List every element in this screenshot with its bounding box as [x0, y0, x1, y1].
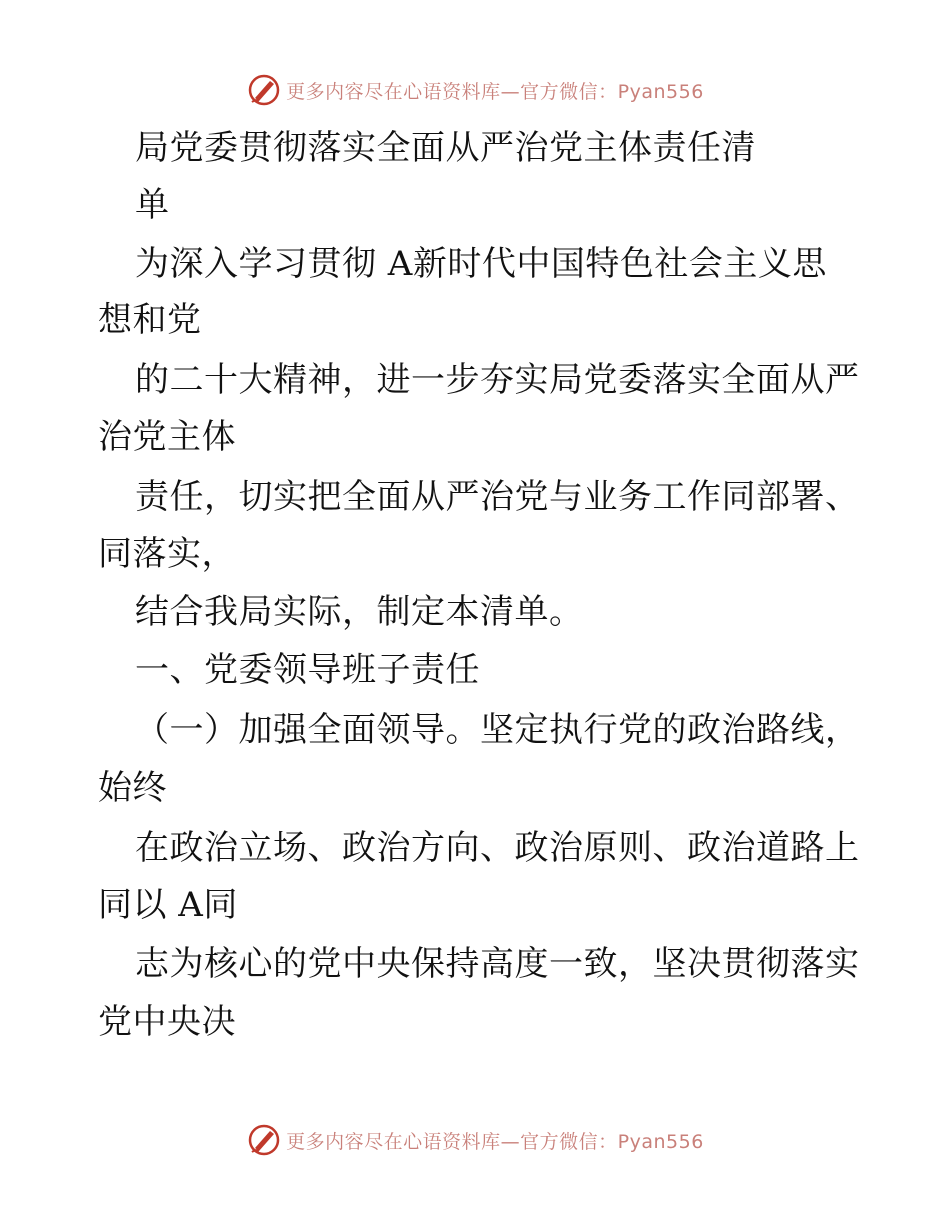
paragraph-line: 责任，切实把全面从严治党与业务工作同部署、 — [135, 477, 860, 517]
paragraph-line: 始终 — [98, 768, 167, 808]
paragraph-line: 想和党 — [98, 300, 202, 340]
paragraph-line: 治党主体 — [98, 417, 236, 457]
paragraph-line: 在政治立场、政治方向、政治原则、政治道路上 — [135, 828, 860, 868]
footer-watermark — [0, 1120, 950, 1160]
paragraph-line: 同以 A同 — [98, 885, 238, 925]
paragraph-line: 党中央决 — [98, 1002, 236, 1042]
paragraph-line: 同落实， — [98, 534, 236, 574]
paragraph-line: 结合我局实际，制定本清单。 — [135, 592, 584, 632]
doc-title-line-1: 局党委贯彻落实全面从严治党主体责任清 — [135, 128, 756, 168]
header-watermark — [0, 70, 950, 110]
watermark-text: 更多内容尽在心语资料库—官方微信：Pyan556 — [286, 1130, 704, 1153]
pen-seal-icon — [246, 1122, 282, 1158]
paragraph-line: 为深入学习贯彻 A新时代中国特色社会主义思 — [135, 244, 827, 284]
pen-seal-icon — [246, 72, 282, 108]
paragraph-line: 志为核心的党中央保持高度一致，坚决贯彻落实 — [135, 944, 860, 984]
doc-title-line-2: 单 — [135, 185, 170, 225]
section-heading: 一、党委领导班子责任 — [135, 650, 480, 690]
watermark-text: 更多内容尽在心语资料库—官方微信：Pyan556 — [286, 80, 704, 103]
paragraph-line: （一）加强全面领导。坚定执行党的政治路线， — [135, 710, 860, 750]
paragraph-line: 的二十大精神，进一步夯实局党委落实全面从严 — [135, 360, 860, 400]
